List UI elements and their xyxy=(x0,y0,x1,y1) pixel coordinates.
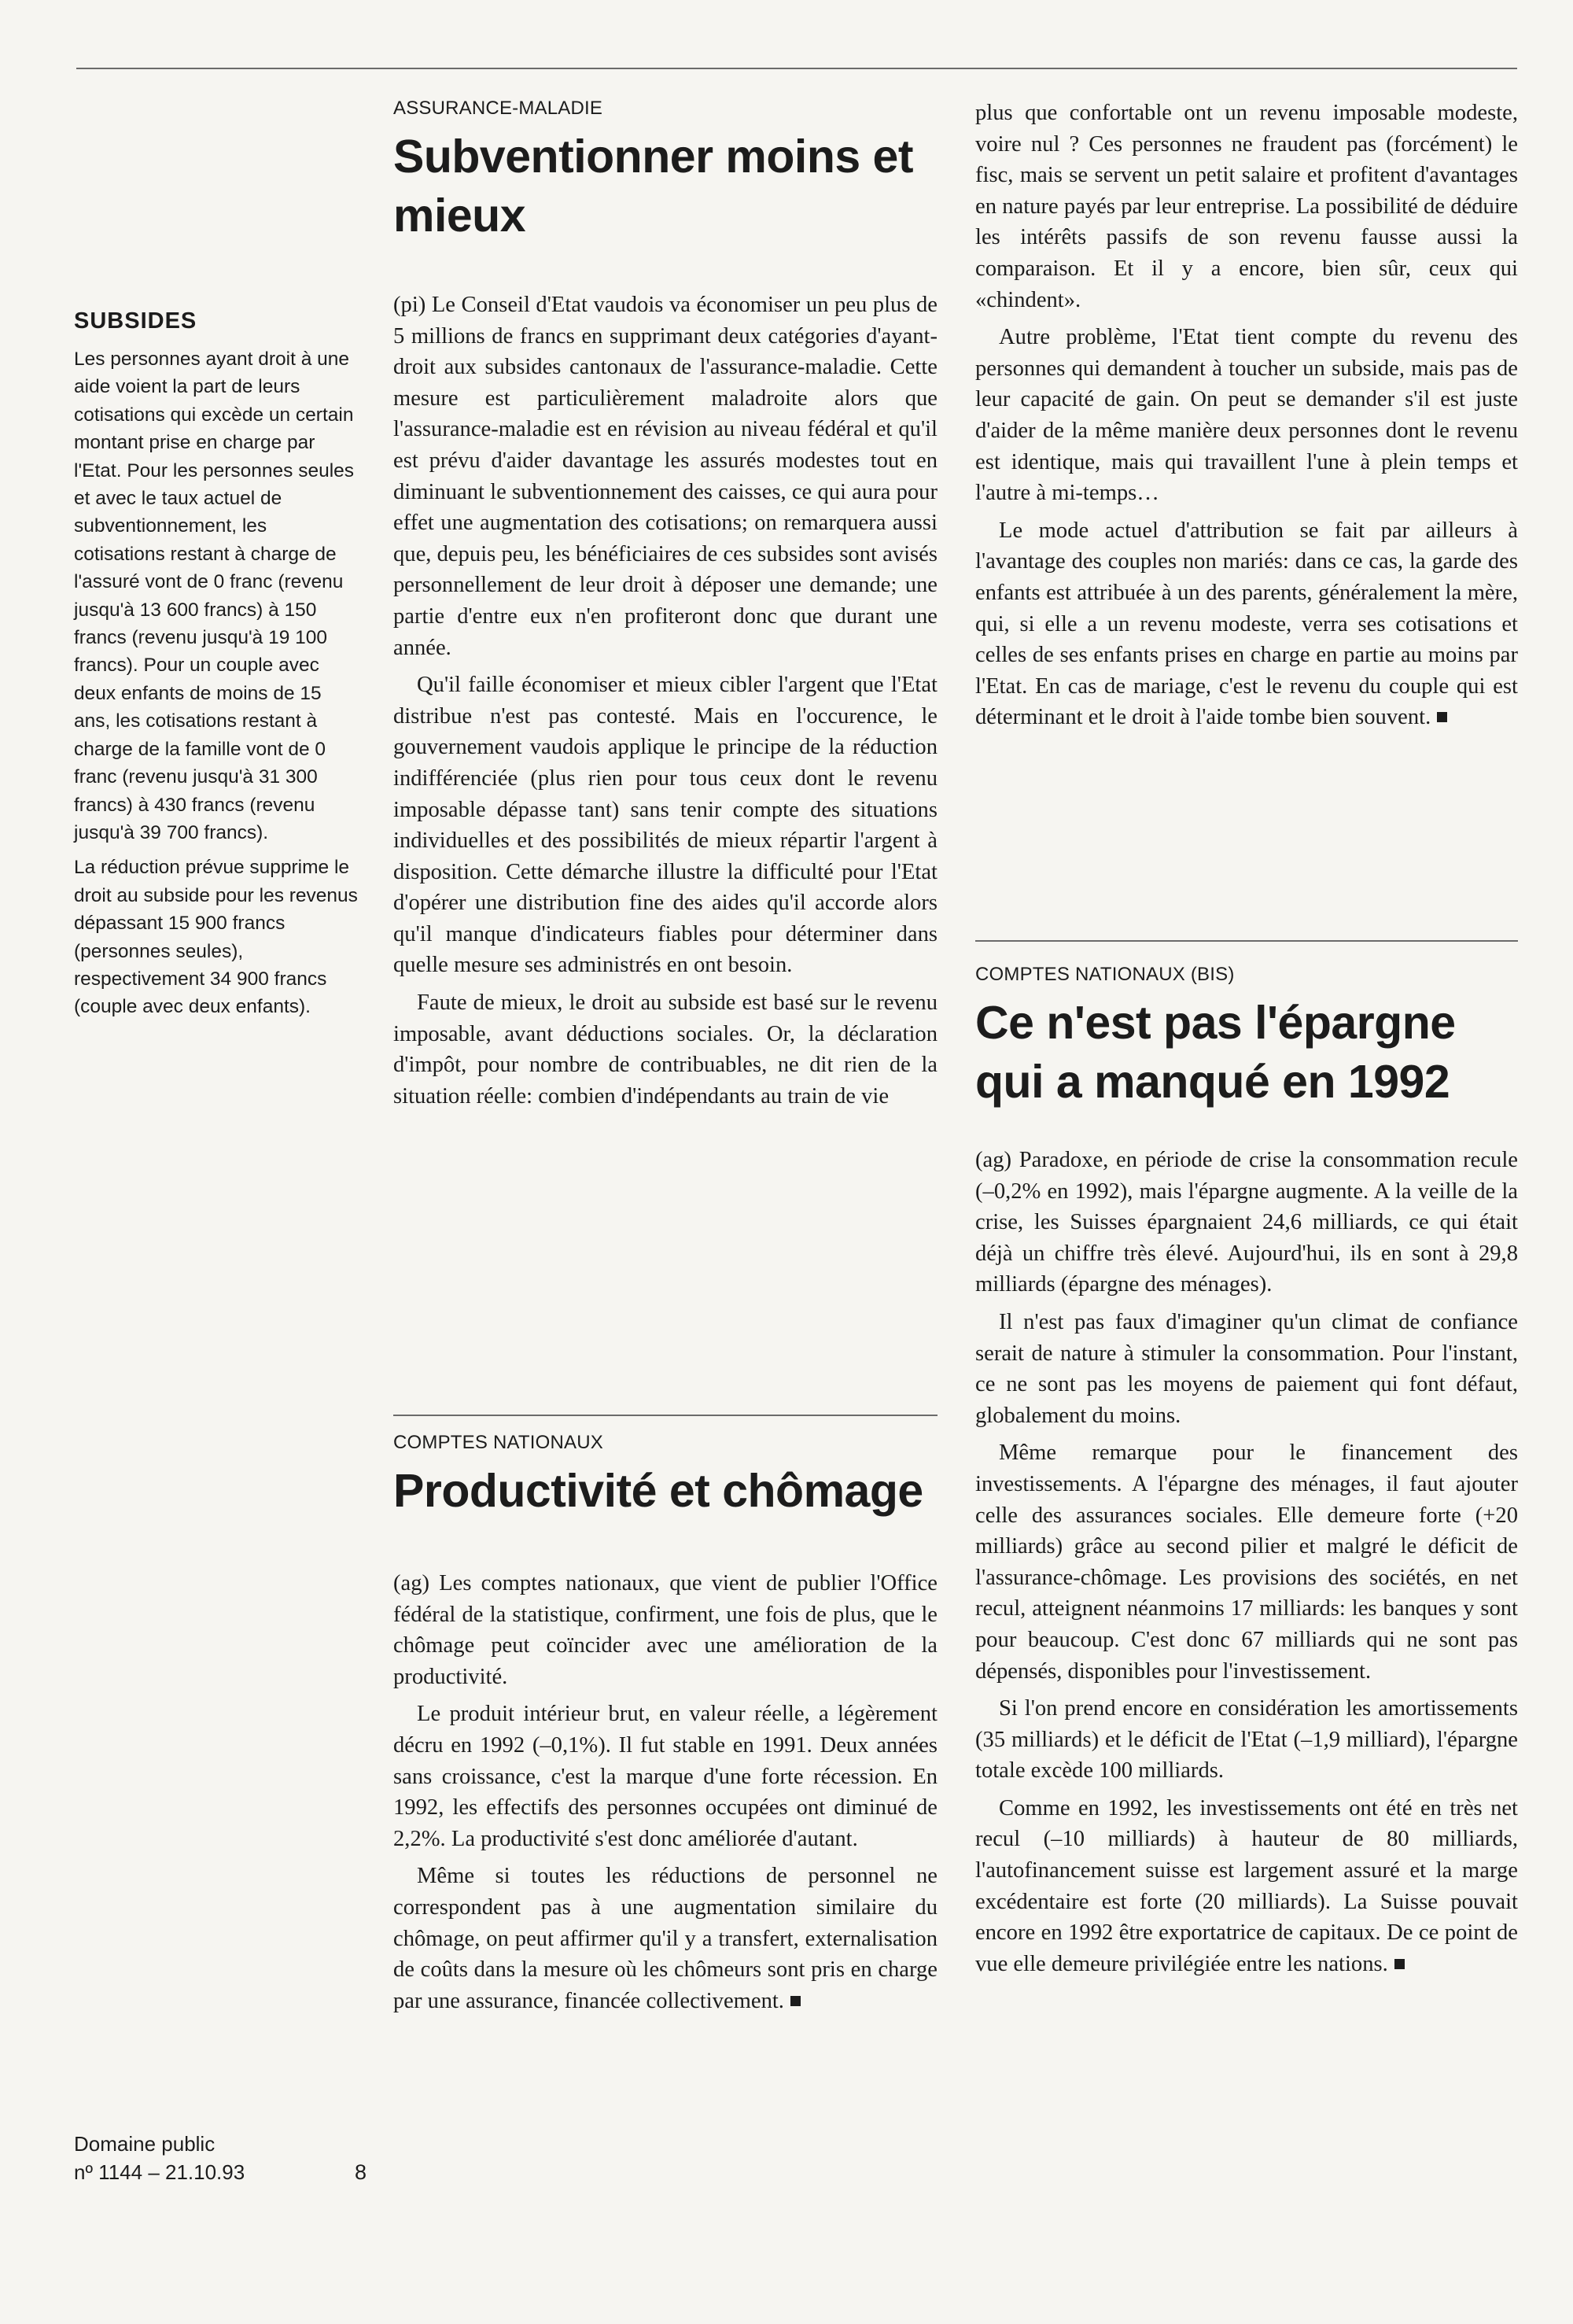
sidebar-title: SUBSIDES xyxy=(74,308,197,334)
issue-info: nº 1144 – 21.10.93 xyxy=(74,2160,245,2184)
article-headline: Productivité et chômage xyxy=(393,1465,923,1517)
top-rule xyxy=(76,68,1517,69)
article-kicker: COMPTES NATIONAUX xyxy=(393,1432,603,1453)
article-paragraph-text: Même si toutes les réductions de personnel ne correspondent pas à une augmentation similaire du chômage, on peut affirmer qu'il y a transfert, externalisation de coûts dans la mesure où les chômeurs sont pris en charge par une assurance, financée collectivement. xyxy=(393,1864,938,2013)
section-divider-right xyxy=(975,940,1518,942)
article-paragraph xyxy=(975,1793,1518,1980)
article-paragraph xyxy=(975,515,1518,733)
article-headline: Subventionner moins et mieux xyxy=(393,131,914,242)
article-headline: Ce n'est pas l'épargne qui a manqué en 1992 xyxy=(975,997,1456,1108)
article-paragraph: Faute de mieux, le droit au subside est basé sur le revenu imposable, avant déductions sociales. Or, la déclaration d'impôt, pour nombre de contribuables, ne dit rien de la situation réelle: combien d'indépendants au train de vie xyxy=(393,990,938,1109)
article-epargne xyxy=(975,964,1518,1986)
article-paragraph: plus que confortable ont un revenu imposable modeste, voire nul ? Ces personnes ne fraudent pas (forcément) le fisc, mais se servent un petit salaire et profitent d'avantages en nature payés par leur entreprise. La possibilité de déduire les intérêts passifs de son revenu fausse aussi la comparaison. Et il y a encore, bien sûr, ceux qui «chindent». xyxy=(975,101,1518,312)
end-mark-icon xyxy=(1394,1959,1405,1969)
article-body xyxy=(393,1568,938,2016)
article-paragraph: Le produit intérieur brut, en valeur réelle, a légèrement décru en 1992 (–0,1%). Il fut stable en 1991. Deux années sans croissance, c'est la marque d'une forte récession. En 1992, les effectifs des personnes occupées ont diminué de 2,2%. La productivité s'est donc améliorée d'autant. xyxy=(393,1702,938,1851)
article-paragraph-text: Le mode actuel d'attribution se fait par ailleurs à l'avantage des couples non mariés: dans ce cas, la garde des enfants est attribuée à un des parents, généralement la mère, qui, si elle a un revenu modeste, verra ses cotisations et celles de ses enfants prises en charge en partie au moins par l'Etat. En cas de mariage, c'est le revenu du couple qui est déterminant et le droit à l'aide tombe bien souvent. xyxy=(975,518,1518,730)
article-kicker: ASSURANCE-MALADIE xyxy=(393,98,603,119)
article-paragraph: Autre problème, l'Etat tient compte du revenu des personnes qui demandent à toucher un subside, mais pas de leur capacité de gain. On peut se demander s'il est juste d'aider de la même manière deux personnes dont le revenu est identique, mais qui travaillent l'une à plein temps et l'autre à mi-temps… xyxy=(975,325,1518,506)
article-kicker: COMPTES NATIONAUX (BIS) xyxy=(975,964,1235,985)
sidebar-paragraph: La réduction prévue supprime le droit au subside pour les revenus dépassant 15 900 francs (personnes seules), respectivement 34 900 francs (couple avec deux enfants). xyxy=(74,857,358,1018)
sidebar-paragraph: Les personnes ayant droit à une aide voient la part de leurs cotisations qui excède un certain montant prise en charge par l'Etat. Pour les personnes seules et avec le taux actuel de subventionnement, les cotisations restant à charge de l'assuré vont de 0 franc (revenu jusqu'à 13 600 francs) à 150 francs (revenu jusqu'à 19 100 francs). Pour un couple avec deux enfants de moins de 15 ans, les cotisations restant à charge de la famille vont de 0 franc (revenu jusqu'à 31 300 francs) à 430 francs (revenu jusqu'à 39 700 francs). xyxy=(74,349,355,843)
end-mark-icon xyxy=(1437,712,1447,722)
article-assurance-continuation xyxy=(975,98,1518,740)
article-paragraph: (ag) Paradoxe, en période de crise la consommation recule (–0,2% en 1992), mais l'épargne augmente. A la veille de la crise, les Suisses épargnaient 24,6 milliards, ce qui était déjà un chiffre très élevé. Aujourd'hui, ils en sont à 29,8 milliards (épargne des ménages). xyxy=(975,1148,1518,1297)
article-productivite xyxy=(393,1432,938,2023)
article-paragraph: (ag) Les comptes nationaux, que vient de publier l'Office fédéral de la statistique, confirment, une fois de plus, que le chômage peut coïncider avec une amélioration de la productivité. xyxy=(393,1571,938,1689)
section-divider-middle xyxy=(393,1415,938,1416)
article-body xyxy=(393,290,938,1112)
sidebar-subsides xyxy=(74,308,360,1028)
article-paragraph: Même remarque pour le financement des investissements. A l'épargne des ménages, il faut ajouter celle des assurances sociales. Elle demeure forte (+20 milliards) grâce au second pilier et malgré le déficit de l'assurance-chômage. Les provisions des sociétés, en net recul, atteignent néanmoins 17 milliards: les banques y sont pour beaucoup. C'est donc 67 milliards qui ne sont pas dépensés, disponibles pour l'investissement. xyxy=(975,1441,1518,1684)
page-footer xyxy=(74,2130,367,2186)
article-body xyxy=(975,1145,1518,1979)
article-paragraph: Qu'il faille économiser et mieux cibler l'argent que l'Etat distribue n'est pas contesté. Mais en l'occurence, le gouvernement vaudois applique le principe de la réduction indifférenciée (plus rien pour tous ceux dont le revenu imposable dépasse tant) sans tenir compte des situations individuelles et des possibilités de mieux répartir l'argent à disposition. Cette démarche illustre la difficulté pour l'Etat d'opérer une distribution fine des aides qu'il accorde alors qu'il manque d'indicateurs fiables pour déterminer dans quelle mesure ses administrés en ont besoin. xyxy=(393,673,938,978)
publication-name: Domaine public xyxy=(74,2132,216,2156)
page-number: 8 xyxy=(354,2160,367,2184)
article-paragraph xyxy=(393,1861,938,2016)
article-paragraph-text: Comme en 1992, les investissements ont été en très net recul (–10 milliards) à hauteur de 80 milliards, l'autofinancement suisse est largement assuré et la marge excédentaire est forte (20 milliards). La Suisse pouvait encore en 1992 être exportatrice de capitaux. De ce point de vue elle demeure privilégiée entre les nations. xyxy=(975,1795,1518,1976)
article-paragraph: (pi) Le Conseil d'Etat vaudois va économiser un peu plus de 5 millions de francs en supprimant deux catégories d'ayant-droit aux subsides cantonaux de l'assurance-maladie. Cette mesure est particulièrement maladroite alors que l'assurance-maladie est en révision au niveau fédéral et qu'il est prévu d'aider davantage les assurés modestes tout en diminuant le subventionnement des caisses, ce qui aura pour effet une augmentation des cotisations; on remarquera aussi que, depuis peu, les bénéficiaires de ces subsides sont avisés personnellement de leur droit à déposer une demande; une partie d'entre eux n'en profiteront donc que durant une année. xyxy=(393,293,938,660)
end-mark-icon xyxy=(790,1996,801,2006)
article-assurance-maladie xyxy=(393,98,938,1118)
article-paragraph: Il n'est pas faux d'imaginer qu'un climat de confiance serait de nature à stimuler la consommation. Pour l'instant, ce ne sont pas les moyens de paiement qui font défaut, globalement du moins. xyxy=(975,1309,1518,1428)
article-paragraph: Si l'on prend encore en considération les amortissements (35 milliards) et le déficit de l'Etat (–1,9 milliard), l'épargne totale excède 100 milliards. xyxy=(975,1696,1518,1784)
